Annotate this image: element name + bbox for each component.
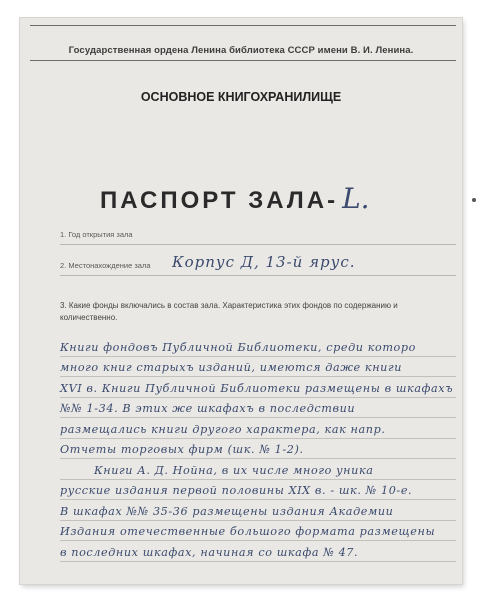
answer-line-text: В шкафах №№ 35-36 размещены издания Академии xyxy=(60,504,394,518)
ink-dot xyxy=(472,198,476,202)
answer-line-text: Издания отечественные большого формата размещены xyxy=(60,525,436,538)
answer-line-text: №№ 1-34. В этих же шкафахъ в последствии xyxy=(60,402,356,415)
field-rule-location xyxy=(60,275,456,276)
answer-line xyxy=(60,398,456,419)
answer-line xyxy=(60,357,456,378)
answer-line-text: русские издания первой половины XIX в. - шк. № 10-е. xyxy=(60,484,413,497)
field-label-year-opened: 1. Год открытия зала xyxy=(60,230,133,239)
answer-line-text: Книги А. Д. Нойна, в их числе много уника xyxy=(94,463,374,477)
field-rule-year-opened xyxy=(60,244,456,245)
answer-line-text: Отчеты торговых фирм (шк. № 1-2). xyxy=(60,443,304,456)
institution-header: Государственная ордена Ленина библиотека СССР имени В. И. Ленина. xyxy=(68,45,414,56)
answer-line-text: размещались книги другого характера, как напр. xyxy=(60,422,386,436)
answer-line xyxy=(60,418,456,439)
answer-line-text: Книги фондовъ Публичной Библиотеки, среди которо xyxy=(60,340,416,354)
title-printed: ПАСПОРТ ЗАЛА- xyxy=(100,187,339,214)
answer-line xyxy=(60,480,456,501)
answer-line xyxy=(60,459,456,480)
answer-line xyxy=(60,439,456,460)
answer-line xyxy=(60,541,456,562)
answer-line xyxy=(60,521,456,542)
answer-line xyxy=(60,377,456,398)
department-title: ОСНОВНОЕ КНИГОХРАНИЛИЩЕ xyxy=(140,90,342,104)
answer-line-text: в последних шкафах, начиная со шкафа № 47. xyxy=(60,545,359,559)
title-handwritten: L. xyxy=(342,182,370,215)
handwritten-answer xyxy=(60,336,456,562)
answer-line xyxy=(60,500,456,521)
top-rule xyxy=(30,25,456,26)
answer-line-text: XVI в. Книги Публичной Библиотеки размещены в шкафахъ xyxy=(60,381,454,395)
document-page xyxy=(20,18,462,584)
passport-title xyxy=(100,182,370,215)
field-label-location: 2. Местонахождение зала xyxy=(60,261,151,270)
answer-line-text: много книг старыхъ изданий, имеются даже книги xyxy=(60,361,403,374)
answer-line xyxy=(60,336,456,357)
field-value-location: Корпус Д, 13-й ярус. xyxy=(172,253,356,271)
header-rule xyxy=(30,60,456,61)
question-funds: 3. Какие фонды включались в состав зала. Характеристика этих фондов по содержанию и количественно. xyxy=(60,301,398,322)
